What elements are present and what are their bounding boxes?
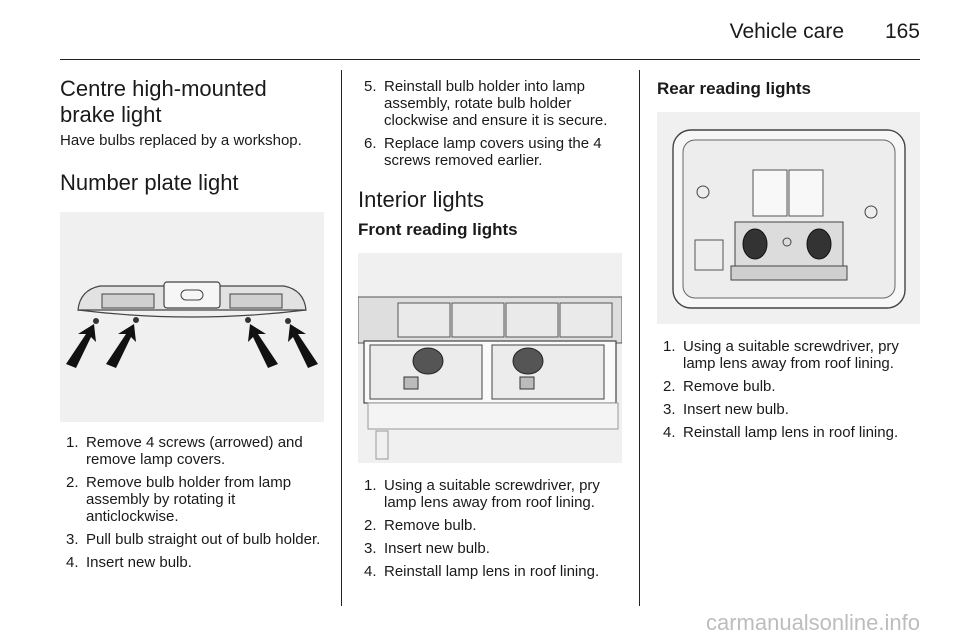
rear-reading-lights-figure: [657, 112, 920, 324]
list-item: 4. Insert new bulb.: [66, 554, 192, 571]
list-item: 3. Insert new bulb.: [364, 540, 490, 557]
number-plate-light-heading: Number plate light: [60, 170, 239, 195]
number-plate-steps-continued: [358, 78, 622, 169]
workshop-note: Have bulbs replaced by a workshop.: [60, 132, 302, 149]
column-1: [60, 70, 324, 577]
number-plate-light-figure: [60, 212, 324, 422]
column-2: [358, 70, 622, 586]
centre-brake-light-heading: [60, 76, 324, 128]
list-item: 4. Reinstall lamp lens in roof lining.: [663, 424, 899, 441]
watermark: carmanualsonline.info: [705, 610, 920, 635]
list-item: 4. Reinstall lamp lens in roof lining.: [364, 563, 600, 580]
header-divider: [60, 59, 920, 60]
list-item: 1. Remove 4 screws (arrowed) and remove lamp covers.: [66, 434, 303, 468]
page-number: 165: [884, 20, 920, 43]
front-reading-lights-steps: [358, 477, 622, 580]
list-item: 3. Pull bulb straight out of bulb holder.: [66, 531, 321, 548]
column-divider-1: [341, 70, 342, 606]
heading-line-1: Centre high-mounted: [60, 76, 267, 101]
front-reading-lights-heading: Front reading lights: [358, 220, 518, 239]
column-3: [657, 70, 920, 447]
page-header: [0, 0, 960, 62]
list-item: 1. Using a suitable screwdriver, pry lamp lens away from roof lining.: [364, 477, 600, 511]
list-item: 2. Remove bulb.: [364, 517, 477, 534]
heading-line-2: brake light: [60, 102, 162, 127]
arrow-icon: [66, 324, 318, 368]
rear-reading-lights-steps: [657, 338, 920, 441]
number-plate-steps: [60, 434, 324, 571]
rear-reading-lights-heading: Rear reading lights: [657, 79, 811, 98]
front-reading-lights-figure: [358, 253, 622, 463]
list-item: 5. Reinstall bulb holder into lamp assembly, rotate bulb holder clockwise and ensure it is secure.: [364, 78, 608, 129]
number-plate-light-diagram: [60, 212, 324, 422]
list-item: 6. Replace lamp covers using the 4 screws removed earlier.: [364, 135, 602, 169]
interior-lights-heading: Interior lights: [358, 187, 484, 212]
column-divider-2: [639, 70, 640, 606]
header-section-title: Vehicle care: [729, 20, 844, 43]
list-item: 1. Using a suitable screwdriver, pry lamp lens away from roof lining.: [663, 338, 899, 372]
front-reading-lights-diagram: [358, 253, 622, 463]
list-item: 2. Remove bulb holder from lamp assembly by rotating it anticlockwise.: [66, 474, 292, 525]
list-item: 3. Insert new bulb.: [663, 401, 789, 418]
rear-reading-lights-diagram: [657, 112, 920, 324]
list-item: 2. Remove bulb.: [663, 378, 776, 395]
